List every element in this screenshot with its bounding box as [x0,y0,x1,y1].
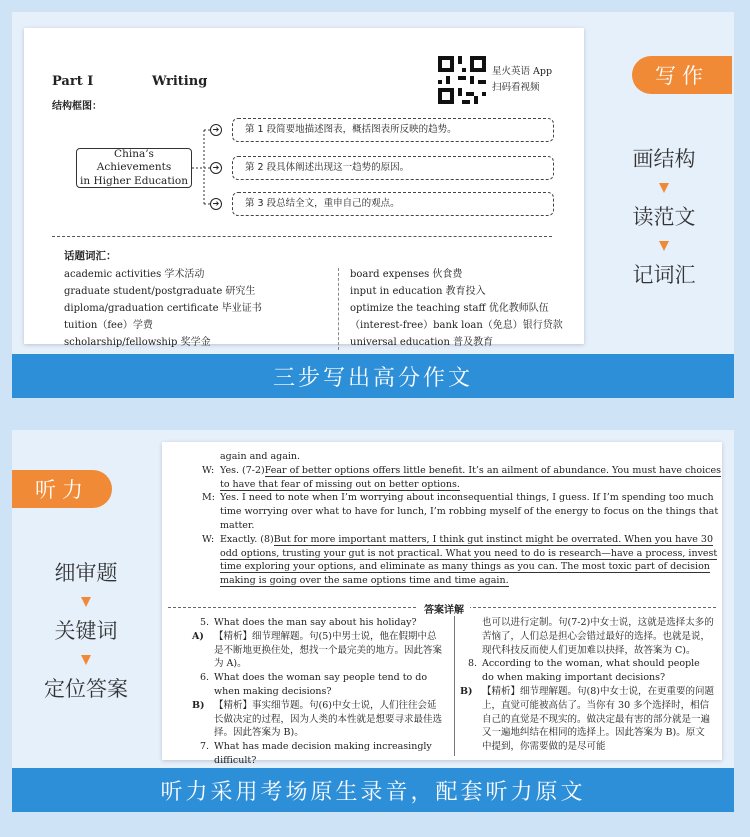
vocab-item: （interest-free）bank loan（免息）银行贷款 [350,320,563,331]
vocab-item: board expenses 伙食费 [350,269,463,280]
question-item [468,657,714,685]
vocab-item: academic activities 学术活动 [64,269,205,280]
question-text: According to the woman, what should people do when making important decisions? [482,658,700,684]
structure-center-box [76,148,192,188]
question-number: 8. [468,658,478,670]
speaker-turn [202,464,722,492]
down-arrow-icon [659,183,669,193]
column-divider [454,616,455,756]
step-keywords: 关键词 [54,619,118,643]
answer-explanation [192,699,444,740]
down-arrow-icon [659,241,669,251]
step-memorize-vocab: 记词汇 [632,263,696,287]
sentence-ref: Yes. (7-2) [220,464,265,476]
vocab-item: universal education 普及教育 [350,337,494,348]
center-line-1: China’s Achievements [96,147,172,174]
arrow-bullet-icon: ➔ [210,124,222,136]
listening-steps [32,558,140,704]
arrow-bullet-icon: ➔ [210,198,222,210]
answer-text: 【精析】细节理解题。句(5)中男士说，他在假期中总是不断地更换住处，想找一个最完美的地方。因此答案为 A)。 [214,630,443,670]
vocab-item: tuition（fee）学费 [64,320,153,331]
writing-tag: 写作 [632,56,732,94]
branch-paragraph-3: 第 3 段总结全文，重申自己的观点。 [232,192,554,216]
answer-letter: B) [192,699,205,711]
speaker-label: M: [202,492,215,504]
vocab-item: input in education 教育投入 [350,286,486,297]
qr-code-icon [438,56,486,104]
qr-caption-app: 星火英语 App [492,66,553,77]
listening-panel [12,430,734,812]
answers-column-right [460,616,714,754]
transcript-line: again and again. [220,451,301,462]
underlined-text: Fear of better options offers little benefit. It’s an ailment of abundance. You must have choices to have that fear of missing out on better options. [220,464,721,490]
step-read-question: 细审题 [54,561,118,585]
speaker-turn [202,533,722,588]
speaker-label: W: [202,533,215,545]
answer-letter: B) [460,685,473,697]
question-item [200,671,444,699]
step-draw-structure: 画结构 [632,147,696,171]
part-label: Part Ⅰ [52,74,94,89]
question-item [200,740,444,768]
speaker-label: W: [202,464,215,476]
question-text: What does the man say about his holiday? [214,617,417,628]
writing-steps [614,144,714,290]
vocab-item: diploma/graduation certificate 毕业证书 [64,303,262,314]
writing-banner: 三步写出高分作文 [12,354,734,398]
question-number: 5. [200,617,210,628]
answer-explanation-continued [468,616,714,657]
listening-tag: 听力 [12,470,112,508]
divider [52,236,552,237]
vocab-divider [338,268,339,350]
transcript [202,450,722,588]
listening-banner: 听力采用考场原生录音，配套听力原文 [12,768,734,812]
vocab-item: optimize the teaching staff 优化教师队伍 [350,303,549,314]
sentence-ref: Exactly. (8) [220,533,274,545]
question-number: 6. [200,672,210,684]
answers-title: 答案详解 [418,601,470,616]
arrow-bullet-icon: ➔ [210,162,222,174]
writing-panel [12,12,734,398]
answer-explanation [192,630,444,671]
center-line-2: in Higher Education [80,174,188,187]
underlined-text: But for more important matters, I think gut instinct might be overrated. When you have 30 odd options, trusting your gut is not practical. What you need to do is research—have a process, invest time exploring your options, and eliminate as many things as you can. The most toxic part of decision making is going over the same options time and time again. [220,533,718,587]
answer-text: 也可以进行定制。句(7-2)中女士说，这就是选择太多的苦恼了，人们总是担心会错过最好的选择。也就是说，现代科技反而使人们更加难以抉择，故答案为 C)。 [482,617,714,656]
answer-text: 【精析】细节理解题。句(8)中女士说，在更重要的问题上，直觉可能被高估了。当你有 30 多个选择时，相信自己的直觉是不现实的。做决定最有害的部分就是一遍又一遍地纠结在相同的选择上。因此答案为 B)。原文中提到，你需要做的是尽可能 [482,685,714,753]
speaker-turn [202,491,722,532]
vocab-list-left [64,266,262,351]
vocab-label: 话题词汇： [64,250,117,262]
step-locate-answer: 定位答案 [44,677,128,701]
question-number: 7. [200,741,210,753]
writing-page-preview [24,28,584,348]
down-arrow-icon [81,655,91,665]
qr-caption-video: 扫码看视频 [492,82,540,93]
question-text: What does the woman say people tend to do when making decisions? [214,672,428,697]
branch-paragraph-2: 第 2 段具体阐述出现这一趋势的原因。 [232,156,554,180]
step-read-model: 读范文 [632,205,696,229]
answer-explanation [460,685,714,754]
question-item [200,616,444,630]
section-title: Writing [152,74,208,89]
vocab-item: graduate student/postgraduate 研究生 [64,286,256,297]
vocab-list-right [350,266,563,351]
vocab-item: scholarship/fellowship 奖学金 [64,337,211,348]
frame-label: 结构框图： [52,101,102,112]
branch-paragraph-1: 第 1 段简要地描述图表，概括图表所反映的趋势。 [232,118,554,142]
listening-page-preview [162,442,722,766]
question-text: What has made decision making increasingly difficult? [214,741,432,766]
speaker-text: Yes. I need to note when I’m worrying about inconsequential things, I guess. If I’m spending too much time worrying over what to have for lunch, I’m robbing myself of the energy to focus on the things that matter. [220,492,719,531]
answers-column-left [192,616,444,768]
answer-letter: A) [192,630,204,642]
down-arrow-icon [81,597,91,607]
answer-text: 【精析】事实细节题。句(6)中女士说，人们往往会延长做决定的过程，因为人类的本性就是想要寻求最佳选择。因此答案为 B)。 [214,699,443,739]
